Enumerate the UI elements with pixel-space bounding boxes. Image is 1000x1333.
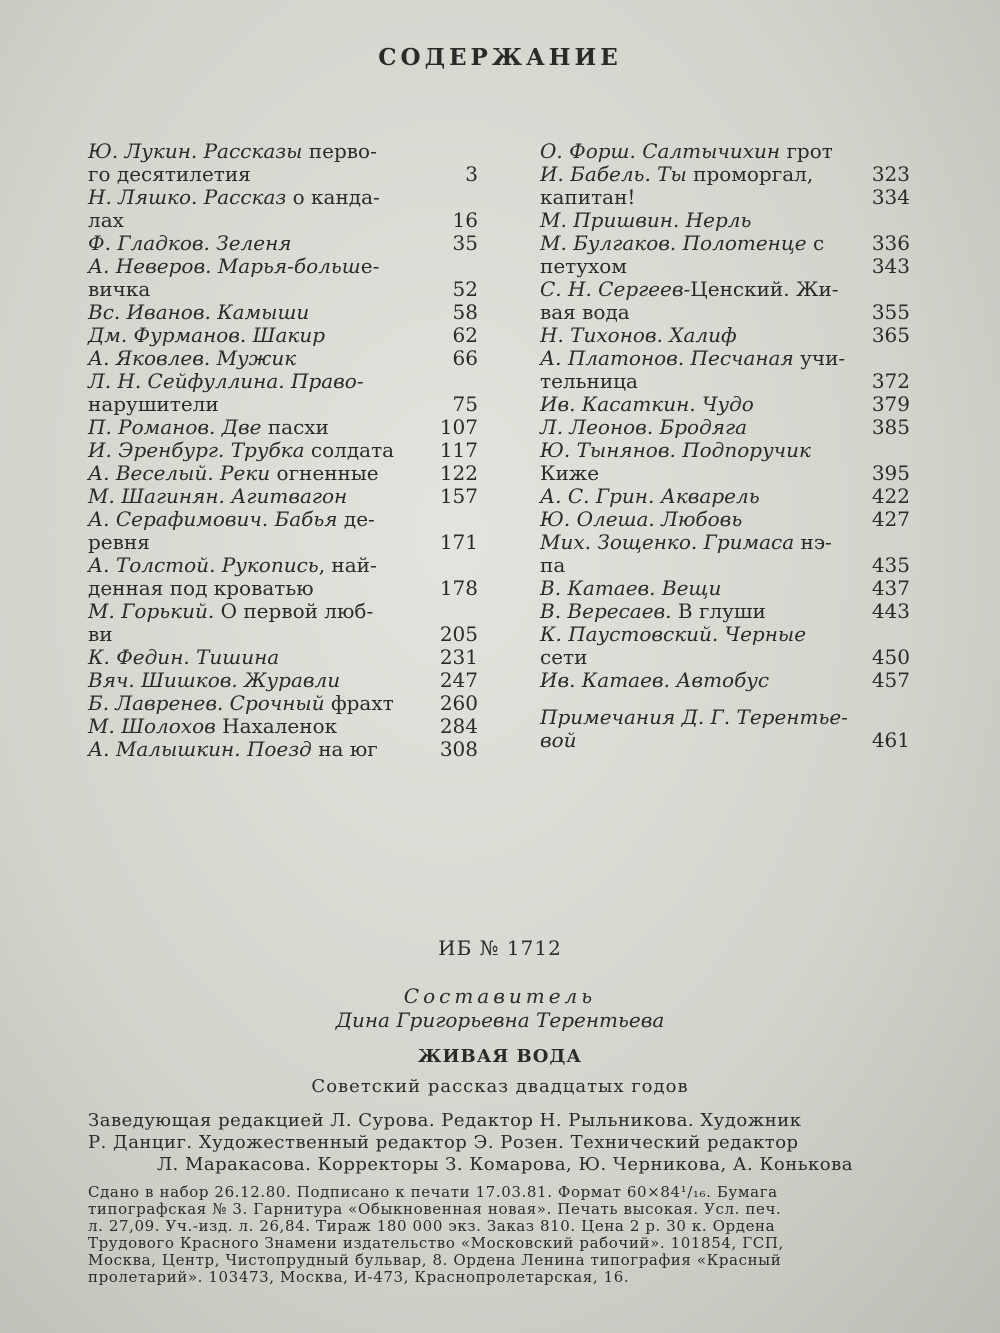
page-number: 260 bbox=[439, 691, 478, 715]
entry-text-line: Ю. Тынянов. Подпоручик bbox=[540, 438, 811, 462]
compiler-label: Составитель bbox=[403, 984, 597, 1008]
compiler-name: Дина Григорьевна Терентьева bbox=[335, 1008, 665, 1032]
toc-entry bbox=[540, 623, 910, 669]
technical-imprint bbox=[88, 1184, 922, 1286]
page-number: 422 bbox=[871, 484, 910, 508]
contents-right-column bbox=[540, 140, 910, 752]
entry-text-line: Л. Леонов. Бродяга bbox=[540, 415, 748, 439]
page-number: 395 bbox=[871, 461, 910, 485]
page-number: 435 bbox=[871, 553, 910, 577]
entry-text-line: А. Платонов. Песчаная учи- bbox=[540, 346, 846, 370]
entry-text-line: ви bbox=[88, 622, 113, 646]
page-number: 343 bbox=[871, 254, 910, 278]
toc-entry bbox=[540, 600, 910, 623]
page-number: 385 bbox=[871, 415, 910, 439]
toc-entry bbox=[540, 163, 910, 209]
toc-entry bbox=[88, 186, 478, 232]
page-number: 122 bbox=[439, 461, 478, 485]
page-number: 117 bbox=[439, 438, 478, 462]
entry-text-line: А. Веселый. Реки огненные bbox=[88, 461, 379, 485]
toc-entry bbox=[88, 324, 478, 347]
entry-text-line: А. Яковлев. Мужик bbox=[88, 346, 297, 370]
page-number: 107 bbox=[439, 415, 478, 439]
contents-left-column bbox=[88, 140, 478, 761]
entry-text-line: П. Романов. Две пасхи bbox=[88, 415, 329, 439]
toc-entry bbox=[540, 324, 910, 347]
entry-text-line: А. Малышкин. Поезд на юг bbox=[88, 737, 378, 761]
toc-entry bbox=[540, 232, 910, 278]
page-number: 62 bbox=[452, 323, 478, 347]
entry-text-line: М. Горький. О первой люб- bbox=[88, 599, 374, 623]
tech-line: типографская № 3. Гарнитура «Обыкновенная новая». Печать высокая. Усл. печ. bbox=[88, 1201, 782, 1218]
entry-text-line: А. Серафимович. Бабья де- bbox=[88, 507, 375, 531]
page-number: 443 bbox=[871, 599, 910, 623]
page-number: 334 bbox=[871, 185, 910, 209]
entry-text-line: вая вода bbox=[540, 300, 630, 324]
entry-text-line: А. Толстой. Рукопись, най- bbox=[88, 553, 377, 577]
toc-entry bbox=[88, 347, 478, 370]
toc-entry bbox=[88, 140, 478, 186]
toc-entry bbox=[540, 278, 910, 324]
toc-entry bbox=[88, 255, 478, 301]
page-number: 323 bbox=[871, 162, 910, 186]
toc-entry bbox=[540, 485, 910, 508]
toc-entry bbox=[88, 738, 478, 761]
page-number: 35 bbox=[452, 231, 478, 255]
toc-entry bbox=[540, 508, 910, 531]
entry-text-line: М. Пришвин. Нерль bbox=[540, 208, 752, 232]
entry-text-line: М. Булгаков. Полотенце с bbox=[540, 231, 825, 255]
tech-line: Трудового Красного Знамени издательство «Московский рабочий». 101854, ГСП, bbox=[88, 1235, 784, 1252]
page-number: 3 bbox=[465, 162, 478, 186]
toc-entry bbox=[88, 715, 478, 738]
toc-entry bbox=[540, 669, 910, 692]
toc-entry bbox=[88, 669, 478, 692]
entry-text-line: вой bbox=[540, 728, 577, 752]
entry-text-line: А. С. Грин. Акварель bbox=[540, 484, 760, 508]
page-number: 379 bbox=[871, 392, 910, 416]
credits-line: Л. Маракасова. Корректоры З. Комарова, Ю. Черникова, А. Конькова bbox=[157, 1154, 853, 1175]
entry-text-line: Ю. Лукин. Рассказы перво- bbox=[88, 139, 377, 163]
page-number: 171 bbox=[439, 530, 478, 554]
toc-entry bbox=[88, 301, 478, 324]
page-number: 437 bbox=[871, 576, 910, 600]
entry-text-line: В. Катаев. Вещи bbox=[540, 576, 722, 600]
toc-entry bbox=[88, 600, 478, 646]
entry-text-line: тельница bbox=[540, 369, 638, 393]
page-number: 457 bbox=[871, 668, 910, 692]
page-number: 427 bbox=[871, 507, 910, 531]
credits-line: Заведующая редакцией Л. Сурова. Редактор Н. Рыльникова. Художник bbox=[88, 1110, 802, 1131]
entry-text-line: Ив. Касаткин. Чудо bbox=[540, 392, 754, 416]
page-number: 66 bbox=[452, 346, 478, 370]
entry-text-line: Ю. Олеша. Любовь bbox=[540, 507, 743, 531]
entry-text-line: Б. Лавренев. Срочный фрахт bbox=[88, 691, 394, 715]
toc-entry bbox=[88, 554, 478, 600]
page-number: 58 bbox=[452, 300, 478, 324]
entry-text-line: петухом bbox=[540, 254, 627, 278]
editorial-credits bbox=[88, 1110, 922, 1176]
page-number: 75 bbox=[452, 392, 478, 416]
ib-number: ИБ № 1712 bbox=[438, 936, 562, 960]
entry-text-line: Л. Н. Сейфуллина. Право- bbox=[88, 369, 364, 393]
credits-line: Р. Данциг. Художественный редактор Э. Розен. Технический редактор bbox=[88, 1132, 799, 1153]
entry-text-line: О. Форш. Салтычихин грот bbox=[540, 139, 833, 163]
entry-text-line: Киже bbox=[540, 461, 600, 485]
page-number: 461 bbox=[871, 728, 910, 752]
page-number: 308 bbox=[439, 737, 478, 761]
entry-text-line: вичка bbox=[88, 277, 151, 301]
entry-text-line: сети bbox=[540, 645, 588, 669]
entry-text-line: К. Федин. Тишина bbox=[88, 645, 280, 669]
toc-entry bbox=[540, 347, 910, 393]
page-number: 16 bbox=[452, 208, 478, 232]
entry-text-line: па bbox=[540, 553, 566, 577]
toc-entry bbox=[88, 439, 478, 462]
entry-text-line: нарушители bbox=[88, 392, 219, 416]
book-title: ЖИВАЯ ВОДА bbox=[417, 1046, 583, 1067]
entry-text-line: Н. Ляшко. Рассказ о канда- bbox=[88, 185, 380, 209]
page-number: 355 bbox=[871, 300, 910, 324]
toc-entry bbox=[540, 577, 910, 600]
entry-text-line: Вяч. Шишков. Журавли bbox=[88, 668, 341, 692]
toc-entry bbox=[540, 439, 910, 485]
toc-entry bbox=[540, 416, 910, 439]
page-number: 157 bbox=[439, 484, 478, 508]
toc-entry bbox=[88, 508, 478, 554]
entry-text-line: Примечания Д. Г. Терентье- bbox=[540, 705, 848, 729]
page-number: 365 bbox=[871, 323, 910, 347]
book-subtitle: Советский рассказ двадцатых годов bbox=[311, 1076, 689, 1097]
toc-entry bbox=[88, 646, 478, 669]
page-number: 52 bbox=[452, 277, 478, 301]
entry-text-line: М. Шагинян. Агитвагон bbox=[88, 484, 348, 508]
page-number: 231 bbox=[439, 645, 478, 669]
toc-entry bbox=[88, 232, 478, 255]
toc-entry bbox=[88, 462, 478, 485]
entry-text-line: Ив. Катаев. Автобус bbox=[540, 668, 770, 692]
tech-line: л. 27,09. Уч.-изд. л. 26,84. Тираж 180 000 экз. Заказ 810. Цена 2 р. 30 к. Ордена bbox=[88, 1218, 776, 1235]
entry-text-line: В. Вересаев. В глуши bbox=[540, 599, 766, 623]
entry-text-line: Ф. Гладков. Зеленя bbox=[88, 231, 292, 255]
page-number: 284 bbox=[439, 714, 478, 738]
page-number: 372 bbox=[871, 369, 910, 393]
entry-text-line: го десятилетия bbox=[88, 162, 251, 186]
entry-text-line: С. Н. Сергеев-Ценский. Жи- bbox=[540, 277, 839, 301]
entry-text-line: И. Эренбург. Трубка солдата bbox=[88, 438, 395, 462]
toc-entry bbox=[540, 393, 910, 416]
toc-entry bbox=[540, 531, 910, 577]
entry-text-line: А. Неверов. Марья-большe- bbox=[88, 254, 380, 278]
entry-text-line: Н. Тихонов. Халиф bbox=[540, 323, 737, 347]
page-number: 247 bbox=[439, 668, 478, 692]
entry-text-line: М. Шолохов Нахаленок bbox=[88, 714, 338, 738]
entry-text-line: Дм. Фурманов. Шакир bbox=[88, 323, 326, 347]
entry-text-line: Вс. Иванов. Камыши bbox=[88, 300, 310, 324]
toc-entry bbox=[88, 692, 478, 715]
entry-text-line: капитан! bbox=[540, 185, 636, 209]
entry-text-line: Мих. Зощенко. Гримаса нэ- bbox=[540, 530, 832, 554]
page-number: 205 bbox=[439, 622, 478, 646]
page-number: 450 bbox=[871, 645, 910, 669]
entry-text-line: К. Паустовский. Черные bbox=[540, 622, 807, 646]
entry-text-line: И. Бабель. Ты проморгал, bbox=[540, 162, 814, 186]
tech-line: Сдано в набор 26.12.80. Подписано к печати 17.03.81. Формат 60×84¹/₁₆. Бумага bbox=[88, 1184, 778, 1201]
page-title: СОДЕРЖАНИЕ bbox=[378, 44, 622, 71]
notes-entry bbox=[540, 706, 910, 752]
entry-text-line: ревня bbox=[88, 530, 150, 554]
toc-entry bbox=[88, 370, 478, 416]
toc-entry bbox=[88, 485, 478, 508]
tech-line: пролетарий». 103473, Москва, И-473, Краснопролетарская, 16. bbox=[88, 1269, 630, 1286]
entry-text-line: лах bbox=[88, 208, 124, 232]
toc-entry bbox=[88, 416, 478, 439]
entry-text-line: денная под кроватью bbox=[88, 576, 314, 600]
page-number: 178 bbox=[439, 576, 478, 600]
tech-line: Москва, Центр, Чистопрудный бульвар, 8. Ордена Ленина типография «Красный bbox=[88, 1252, 782, 1269]
page-number: 336 bbox=[871, 231, 910, 255]
